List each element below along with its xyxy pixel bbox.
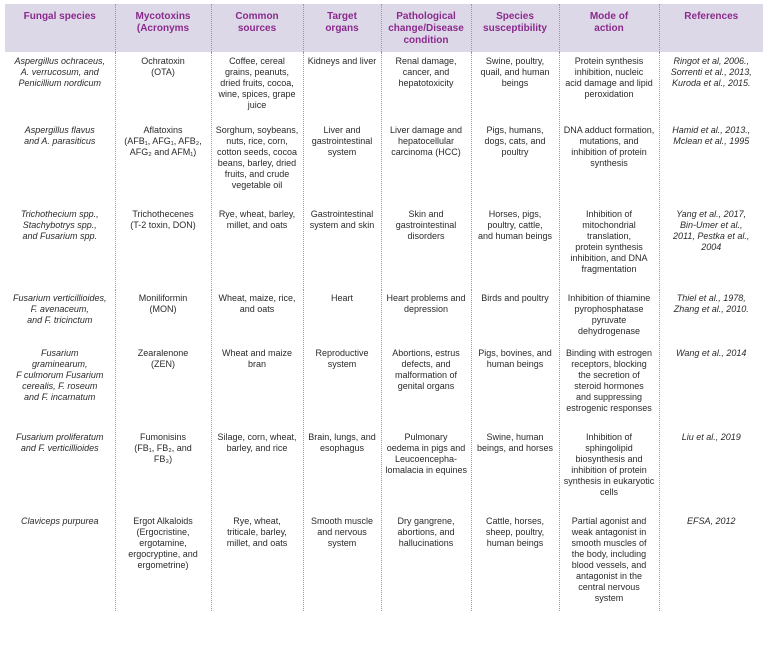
header-text-line: Species — [496, 11, 534, 22]
cell-text-line: DNA adduct formation, — [563, 124, 655, 135]
cell-species-susceptibility — [471, 204, 559, 288]
cell-text-line: beings — [501, 78, 529, 88]
cell-text-line: and F. tricinctum — [27, 314, 93, 325]
cell-common-sources — [211, 288, 303, 343]
cell-text-line: disorders — [407, 230, 445, 241]
cell-references — [659, 52, 763, 120]
cell-target-organs — [303, 288, 381, 343]
cell-text-line: Ergot Alkaloids — [133, 515, 193, 526]
cell-text-line: and F. incarnatum — [24, 391, 96, 402]
cell-text-line: sheep, poultry, — [485, 526, 545, 537]
table-row — [5, 343, 763, 427]
cell-text-line: Abortions, estrus — [392, 347, 460, 358]
cell-text-line: (Ergocristine, — [136, 526, 190, 537]
header-text-line: action — [594, 23, 624, 34]
cell-text-line: F. avenaceum, — [30, 303, 89, 314]
cell-references — [659, 204, 763, 288]
cell-text-line: A. verrucosum, and — [20, 67, 99, 77]
cell-text-line: Smooth muscle — [310, 515, 374, 526]
cell-text-line: (T-2 toxin, DON) — [130, 219, 196, 230]
cell-text-line: antagonist in the — [575, 570, 643, 581]
cell-text-line: oedema in pigs and — [386, 442, 466, 453]
cell-text-line: 2004 — [701, 241, 722, 252]
cell-text-line: Gastrointestinal — [310, 208, 374, 219]
cell-text-line: translation, — [586, 230, 632, 241]
cell-common-sources — [211, 511, 303, 611]
cell-text-line: Binding with estrogen — [565, 347, 653, 358]
table-header — [5, 4, 763, 52]
cell-text-line: Rye, wheat, barley, — [218, 208, 296, 219]
cell-text-line: barley, and rice — [226, 442, 288, 453]
cell-text-line: Liver and — [323, 124, 361, 135]
cell-mode-of-action — [559, 427, 659, 511]
cell-text-line: Birds and poultry — [481, 292, 549, 303]
cell-text-line: cells — [599, 486, 618, 497]
cell-mode-of-action — [559, 52, 659, 120]
cell-fungal-species — [5, 343, 115, 427]
cell-pathological-change — [381, 52, 471, 120]
cell-mode-of-action — [559, 343, 659, 427]
cell-text-line: Pigs, humans, — [486, 124, 544, 135]
cell-pathological-change — [381, 343, 471, 427]
cell-text-line: hepatocellular — [397, 135, 455, 146]
cell-text-line: and suppressing — [575, 391, 643, 402]
cell-text-line: bran — [247, 358, 266, 369]
cell-text-line: Wheat and maize — [221, 347, 293, 358]
header-text-line: References — [684, 11, 739, 22]
header-text-line: Mycotoxins — [135, 11, 191, 22]
cell-text-line: (OTA) — [151, 67, 175, 77]
cell-text-line: Fusarium verticillioides, — [12, 292, 107, 303]
cell-text-line: Fusarium — [40, 347, 79, 358]
table-row — [5, 427, 763, 511]
header-text-line: Target — [327, 11, 357, 22]
cell-text-line: ergometrine) — [137, 559, 189, 570]
header-text-line: Common — [235, 11, 279, 22]
cell-text-line: Bin-Umer et al., — [679, 219, 743, 230]
cell-common-sources — [211, 204, 303, 288]
cell-text-line: sphingolipid — [585, 442, 633, 453]
cell-text-line: human beings — [486, 537, 544, 548]
cell-text-line: system — [327, 358, 357, 369]
cell-text-line: Aspergillus flavus — [24, 124, 95, 135]
cell-text-line: Fusarium proliferatum — [15, 431, 104, 442]
cell-text-line: Stachybotrys spp., — [22, 219, 97, 230]
cell-text-line: inhibition of protein — [571, 464, 647, 475]
table-row — [5, 511, 763, 611]
cell-mycotoxins — [115, 427, 211, 511]
cell-text-line: gastrointestinal — [395, 219, 457, 230]
cell-text-line: system — [594, 592, 624, 603]
cell-target-organs — [303, 52, 381, 120]
cell-text-line: Moniliformin — [138, 292, 188, 303]
cell-text-line: smooth muscles of — [571, 537, 647, 548]
cell-text-line: vegetable oil — [231, 179, 283, 190]
cell-text-line: Reproductive — [315, 347, 369, 358]
cell-mode-of-action — [559, 204, 659, 288]
cell-text-line: 2011, Pestka et al., — [673, 230, 750, 241]
cell-text-line: synthesis — [590, 157, 628, 168]
cell-text-line: defects, and — [401, 358, 451, 369]
cell-text-line: Inhibition of thiamine — [567, 292, 651, 303]
header-text-line: Pathological — [396, 11, 456, 22]
cell-text-line: Claviceps purpurea — [20, 515, 99, 526]
header-text-line: (Acronyms — [136, 23, 190, 34]
cell-pathological-change — [381, 511, 471, 611]
cell-text-line: pyrophosphatase — [574, 303, 644, 314]
header-pathological-change — [381, 4, 471, 52]
cell-text-line: system and skin — [309, 219, 375, 230]
cell-text-line: peroxidation — [584, 89, 634, 99]
cell-species-susceptibility — [471, 343, 559, 427]
cell-mycotoxins — [115, 288, 211, 343]
cell-species-susceptibility — [471, 288, 559, 343]
cell-text-line: Penicillium nordicum — [18, 78, 102, 88]
cell-text-line: Leucoencepha- — [394, 453, 458, 464]
cell-text-line: Trichothecenes — [132, 208, 194, 219]
cell-text-line: (AFB₁, AFG₁, AFB₂, — [124, 135, 202, 146]
cell-text-line: Pigs, bovines, and — [478, 347, 552, 358]
cell-mycotoxins — [115, 204, 211, 288]
cell-text-line: Kidneys and liver — [307, 56, 377, 66]
cell-references — [659, 120, 763, 204]
cell-references — [659, 427, 763, 511]
cell-text-line: Rye, wheat, — [233, 515, 281, 526]
cell-text-line: cotton seeds, cocoa — [216, 146, 298, 157]
cell-mode-of-action — [559, 120, 659, 204]
cell-text-line: Hamid et al., 2013., — [672, 124, 751, 135]
cell-text-line: poultry, cattle, — [487, 219, 543, 230]
cell-text-line: Swine, poultry, — [485, 56, 545, 66]
cell-text-line: grains, peanuts, — [224, 67, 290, 77]
cell-text-line: Coffee, cereal — [229, 56, 285, 66]
cell-text-line: Dry gangrene, — [397, 515, 455, 526]
cell-mode-of-action — [559, 511, 659, 611]
cell-text-line: poultry — [501, 146, 529, 157]
cell-text-line: Inhibition of — [585, 431, 633, 442]
cell-text-line: Pulmonary — [404, 431, 448, 442]
cell-text-line: the body, including — [571, 548, 647, 559]
cell-text-line: carcinoma (HCC) — [391, 146, 461, 157]
cell-text-line: acid damage and lipid — [565, 78, 653, 88]
cell-common-sources — [211, 427, 303, 511]
cell-text-line: Thiel et al., 1978, — [676, 292, 746, 303]
cell-text-line: Trichothecium spp., — [20, 208, 99, 219]
cell-text-line: steroid hormones — [574, 380, 644, 391]
cell-text-line: FB₃) — [153, 453, 173, 464]
cell-mycotoxins — [115, 52, 211, 120]
cell-mycotoxins — [115, 343, 211, 427]
header-text-line: Fungal species — [23, 11, 96, 22]
cell-pathological-change — [381, 204, 471, 288]
cell-text-line: inhibition, and DNA — [570, 252, 648, 263]
cell-text-line: beings, and horses — [476, 442, 554, 453]
cell-fungal-species — [5, 120, 115, 204]
cell-text-line: genital organs — [397, 380, 455, 391]
cell-text-line: triticale, barley, — [227, 526, 287, 537]
cell-text-line: cancer, and — [402, 67, 450, 77]
cell-mycotoxins — [115, 120, 211, 204]
cell-text-line: Skin and — [408, 208, 444, 219]
cell-text-line: Cattle, horses, — [485, 515, 545, 526]
cell-fungal-species — [5, 52, 115, 120]
cell-text-line: Partial agonist and — [571, 515, 647, 526]
cell-mycotoxins — [115, 511, 211, 611]
cell-target-organs — [303, 511, 381, 611]
table-row — [5, 204, 763, 288]
table-row — [5, 120, 763, 204]
header-target-organs — [303, 4, 381, 52]
cell-fungal-species — [5, 427, 115, 511]
cell-pathological-change — [381, 288, 471, 343]
cell-text-line: biosynthesis and — [575, 453, 643, 464]
cell-references — [659, 343, 763, 427]
cell-text-line: nuts, rice, corn, — [226, 135, 288, 146]
cell-species-susceptibility — [471, 511, 559, 611]
cell-text-line: Yang et al., 2017, — [676, 208, 747, 219]
cell-text-line: AFG₂ and AFM₁) — [129, 146, 197, 157]
cell-text-line: system — [327, 146, 357, 157]
cell-text-line: dried fruits, cocoa, — [220, 78, 294, 88]
cell-text-line: Aspergillus ochraceus, — [14, 56, 106, 66]
cell-text-line: Zhang et al., 2010. — [673, 303, 749, 314]
cell-text-line: inhibition of protein — [571, 146, 647, 157]
cell-mode-of-action — [559, 288, 659, 343]
cell-text-line: Zearalenone — [137, 347, 189, 358]
cell-text-line: fragmentation — [581, 263, 637, 274]
cell-pathological-change — [381, 427, 471, 511]
cell-text-line: beans, barley, dried — [217, 157, 297, 168]
cell-text-line: Wheat, maize, rice, — [218, 292, 296, 303]
cell-text-line: ergotamine, — [139, 537, 187, 548]
cell-text-line: central nervous — [578, 581, 640, 592]
cell-text-line: dogs, cats, and — [484, 135, 546, 146]
cell-text-line: and nervous — [317, 526, 367, 537]
cell-text-line: and Fusarium spp. — [22, 230, 98, 241]
header-text-line: organs — [325, 23, 359, 34]
cell-target-organs — [303, 343, 381, 427]
cell-text-line: human beings — [486, 358, 544, 369]
cell-text-line: Liver damage and — [389, 124, 463, 135]
header-text-line: sources — [237, 23, 277, 34]
cell-text-line: depression — [403, 303, 449, 314]
cell-text-line: cerealis, F. roseum — [22, 380, 98, 391]
cell-text-line: quail, and human — [480, 67, 550, 77]
cell-text-line: hepatotoxicity — [398, 78, 454, 88]
cell-text-line: estrogenic responses — [566, 402, 652, 413]
cell-text-line: hallucinations — [398, 537, 454, 548]
cell-target-organs — [303, 120, 381, 204]
cell-species-susceptibility — [471, 52, 559, 120]
cell-text-line: mitochondrial — [582, 219, 636, 230]
header-mode-of-action — [559, 4, 659, 52]
cell-text-line: abortions, and — [397, 526, 455, 537]
header-text-line: change/Disease — [388, 23, 464, 34]
cell-common-sources — [211, 343, 303, 427]
cell-text-line: and A. parasiticus — [24, 135, 96, 146]
cell-fungal-species — [5, 288, 115, 343]
mycotoxin-table-container — [5, 4, 763, 611]
cell-common-sources — [211, 120, 303, 204]
cell-text-line: millet, and oats — [226, 537, 288, 548]
cell-text-line: Aflatoxins — [143, 124, 183, 135]
cell-text-line: Silage, corn, wheat, — [217, 431, 297, 442]
cell-text-line: esophagus — [319, 442, 365, 453]
cell-text-line: blood vessels, and — [571, 559, 647, 570]
cell-text-line: (ZEN) — [151, 358, 175, 369]
header-fungal-species — [5, 4, 115, 52]
cell-text-line: Heart — [330, 292, 353, 303]
cell-text-line: EFSA, 2012 — [686, 515, 736, 526]
table-row — [5, 52, 763, 120]
cell-target-organs — [303, 427, 381, 511]
header-text-line: Mode of — [589, 11, 629, 22]
table-body — [5, 52, 763, 611]
cell-text-line: ergocryptine, and — [128, 548, 198, 559]
header-species-susceptibility — [471, 4, 559, 52]
cell-text-line: juice — [247, 100, 267, 110]
cell-common-sources — [211, 52, 303, 120]
cell-text-line: gastrointestinal — [311, 135, 373, 146]
cell-text-line: the secretion of — [578, 369, 640, 380]
header-row — [5, 4, 763, 52]
cell-text-line: system — [327, 537, 357, 548]
cell-text-line: Sorghum, soybeans, — [215, 124, 299, 135]
cell-text-line: F culmorum Fusarium — [16, 369, 104, 380]
header-text-line: susceptibility — [483, 23, 547, 34]
header-text-line: condition — [403, 35, 449, 46]
cell-text-line: Kuroda et al., 2015. — [671, 78, 751, 88]
cell-species-susceptibility — [471, 120, 559, 204]
cell-text-line: millet, and oats — [226, 219, 288, 230]
cell-text-line: receptors, blocking — [571, 358, 647, 369]
cell-text-line: pyruvate — [591, 314, 627, 325]
cell-text-line: Liu et al., 2019 — [681, 431, 741, 442]
cell-text-line: graminearum, — [31, 358, 88, 369]
cell-target-organs — [303, 204, 381, 288]
cell-text-line: Inhibition of — [585, 208, 633, 219]
header-references — [659, 4, 763, 52]
cell-references — [659, 288, 763, 343]
cell-fungal-species — [5, 204, 115, 288]
cell-text-line: Brain, lungs, and — [308, 431, 376, 442]
cell-text-line: Horses, pigs, — [488, 208, 542, 219]
cell-text-line: synthesis in eukaryotic — [563, 475, 655, 486]
cell-text-line: fruits, and crude — [224, 168, 290, 179]
cell-fungal-species — [5, 511, 115, 611]
cell-text-line: Mclean et al., 1995 — [673, 135, 750, 146]
mycotoxin-table — [5, 4, 763, 611]
cell-text-line: inhibition, nucleic — [574, 67, 644, 77]
cell-text-line: weak antagonist in — [571, 526, 647, 537]
cell-text-line: Renal damage, — [395, 56, 457, 66]
cell-pathological-change — [381, 120, 471, 204]
cell-text-line: Fumonisins — [139, 431, 186, 442]
cell-text-line: wine, spices, grape — [218, 89, 296, 99]
cell-text-line: and oats — [239, 303, 275, 314]
cell-text-line: Protein synthesis — [574, 56, 644, 66]
table-row — [5, 288, 763, 343]
cell-text-line: malformation of — [394, 369, 458, 380]
cell-text-line: protein synthesis — [575, 241, 643, 252]
cell-text-line: Wang et al., 2014 — [676, 347, 747, 358]
cell-text-line: Swine, human — [486, 431, 544, 442]
cell-text-line: dehydrogenase — [577, 325, 641, 336]
cell-text-line: (MON) — [149, 303, 177, 314]
cell-references — [659, 511, 763, 611]
cell-text-line: lomalacia in equines — [385, 464, 468, 475]
cell-text-line: and human beings — [477, 230, 553, 241]
cell-text-line: mutations, and — [579, 135, 639, 146]
cell-text-line: (FB₁, FB₂, and — [134, 442, 192, 453]
header-mycotoxins — [115, 4, 211, 52]
cell-text-line: Ringot et al, 2006., — [673, 56, 750, 66]
cell-text-line: Sorrenti et al., 2013, — [670, 67, 752, 77]
cell-text-line: Ochratoxin — [141, 56, 185, 66]
cell-species-susceptibility — [471, 427, 559, 511]
header-common-sources — [211, 4, 303, 52]
cell-text-line: Heart problems and — [386, 292, 466, 303]
cell-text-line: and F. verticillioides — [20, 442, 99, 453]
